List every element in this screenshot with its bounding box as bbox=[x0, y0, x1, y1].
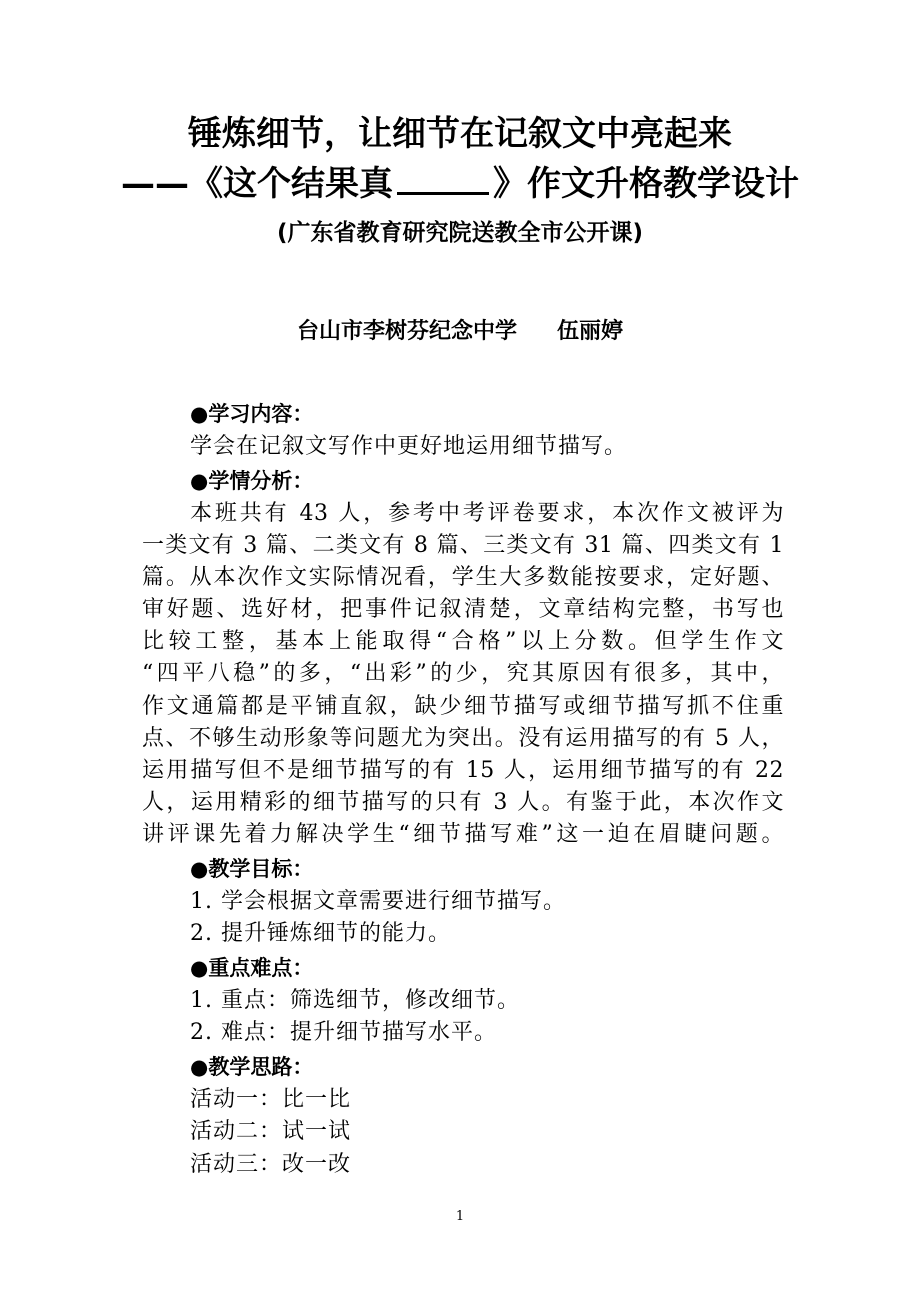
paragraph-line: 篇。从本次作文实际情况看，学生大多数能按要求，定好题、 bbox=[142, 564, 784, 590]
paragraph-line: 一类文有 3 篇、二类文有 8 篇、三类文有 31 篇、四类文有 1 bbox=[142, 532, 784, 558]
paragraph-line: 讲评课先着力解决学生“细节描写难”这一迫在眉睫问题。 bbox=[142, 822, 784, 848]
author-line bbox=[0, 317, 920, 347]
sub-title-suffix: 》作文升格教学设计 bbox=[493, 164, 799, 204]
activity-item: 活动二：试一试 bbox=[190, 1119, 352, 1145]
author-school: 台山市李树芬纪念中学 bbox=[296, 319, 517, 344]
author-name: 伍丽婷 bbox=[557, 319, 624, 344]
paragraph-line: 点、不够生动形象等问题尤为突出。没有运用描写的有 5 人， bbox=[142, 725, 784, 751]
paragraph-line: 本班共有 43 人，参考中考评卷要求，本次作文被评为 bbox=[190, 500, 784, 526]
goal-item: 1. 学会根据文章需要进行细节描写。 bbox=[190, 888, 566, 914]
paragraph-line: 审好题、选好材，把事件记叙清楚，文章结构完整，书写也 bbox=[142, 597, 784, 623]
content-text: 学会在记叙文写作中更好地运用细节描写。 bbox=[190, 434, 628, 459]
keypoint-item: 1. 重点：筛选细节，修改细节。 bbox=[190, 987, 520, 1013]
section-heading-keypoints: ●重点难点： bbox=[190, 955, 314, 980]
activity-item: 活动三：改一改 bbox=[190, 1151, 352, 1177]
sub-title-line bbox=[0, 162, 920, 206]
fill-in-blank bbox=[397, 162, 489, 195]
section-heading-content: ●学习内容： bbox=[190, 402, 314, 426]
section-heading-analysis: ●学情分析： bbox=[190, 468, 314, 493]
page-number: 1 bbox=[455, 1209, 465, 1224]
paragraph-line: 运用描写但不是细节描写的有 15 人，运用细节描写的有 22 bbox=[142, 758, 784, 783]
section-heading-approach: ●教学思路： bbox=[190, 1054, 314, 1079]
keypoint-item: 2. 难点：提升细节描写水平。 bbox=[190, 1020, 497, 1046]
analysis-paragraph bbox=[142, 498, 784, 852]
main-title: 锤炼细节，让细节在记叙文中亮起来 bbox=[188, 114, 732, 154]
goal-item: 2. 提升锤炼细节的能力。 bbox=[190, 921, 451, 947]
section-heading-goals: ●教学目标： bbox=[190, 856, 314, 881]
sub-title-prefix: ——《这个结果真 bbox=[121, 164, 393, 204]
activity-item: 活动一：比一比 bbox=[190, 1086, 352, 1112]
paragraph-line: 人，运用精彩的细节描写的只有 3 人。有鉴于此，本次作文 bbox=[142, 790, 784, 816]
paragraph-line: 比较工整，基本上能取得“合格”以上分数。但学生作文 bbox=[142, 629, 784, 655]
event-subtitle: (广东省教育研究院送教全市公开课) bbox=[276, 220, 644, 246]
document-body bbox=[142, 397, 784, 1181]
paragraph-line: 作文通篇都是平铺直叙，缺少细节描写或细节描写抓不住重 bbox=[142, 693, 784, 719]
paragraph-line: “四平八稳”的多，“出彩”的少，究其原因有很多，其中， bbox=[142, 661, 784, 687]
